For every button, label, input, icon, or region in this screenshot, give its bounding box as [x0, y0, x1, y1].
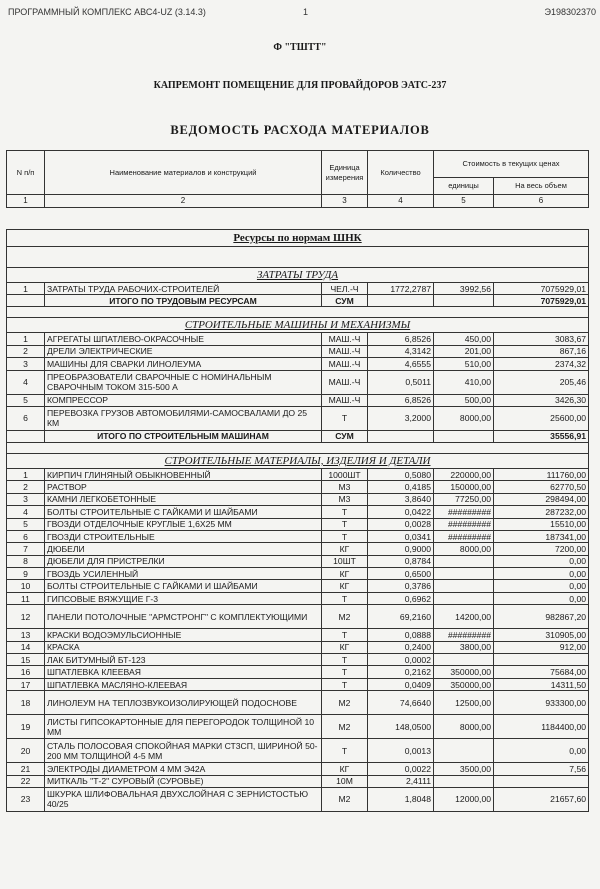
total-cost-cell: 2374,32 — [494, 358, 589, 370]
table-row — [7, 555, 589, 567]
total-cost-cell: 0,00 — [494, 592, 589, 604]
col-index: 2 — [45, 195, 322, 208]
quantity-cell: 69,2160 — [368, 605, 434, 629]
quantity-cell: 0,6500 — [368, 568, 434, 580]
section-total-row — [7, 295, 589, 307]
unit-cell: Т — [322, 406, 368, 430]
material-name: ДРЕЛИ ЭЛЕКТРИЧЕСКИЕ — [45, 345, 322, 357]
table-row — [7, 739, 589, 763]
spacer-row — [7, 247, 589, 258]
material-name: ГИПСОВЫЕ ВЯЖУЩИЕ Г-3 — [45, 592, 322, 604]
row-number: 21 — [7, 763, 45, 775]
spacer — [7, 257, 589, 268]
page-number: 1 — [303, 7, 309, 17]
material-name: МИТКАЛЬ "Т-2" СУРОВЫЙ (СУРОВЬЕ) — [45, 775, 322, 787]
section-total-value: 7075929,01 — [494, 295, 589, 307]
unit-cell: Т — [322, 592, 368, 604]
quantity-cell: 0,0028 — [368, 518, 434, 530]
material-name: КРАСКИ ВОДОЭМУЛЬСИОННЫЕ — [45, 629, 322, 641]
table-row — [7, 605, 589, 629]
col-index: 1 — [7, 195, 45, 208]
table-row — [7, 468, 589, 480]
total-cost-cell: 14311,50 — [494, 678, 589, 690]
section-total-row — [7, 430, 589, 442]
unit-price-cell: 150000,00 — [434, 481, 494, 493]
row-number: 15 — [7, 654, 45, 666]
unit-price-cell: 8000,00 — [434, 543, 494, 555]
unit-price-cell: 3992,56 — [434, 283, 494, 295]
quantity-cell: 0,2162 — [368, 666, 434, 678]
row-number: 7 — [7, 543, 45, 555]
quantity-cell: 0,0422 — [368, 506, 434, 518]
col-unit-header: Единица измерения — [322, 151, 368, 195]
section-total-value: 35556,91 — [494, 430, 589, 442]
table-row — [7, 283, 589, 295]
unit-price-cell — [434, 775, 494, 787]
col-index: 5 — [434, 195, 494, 208]
unit-cell: М2 — [322, 715, 368, 739]
row-number: 1 — [7, 468, 45, 480]
quantity-cell: 6,8526 — [368, 333, 434, 345]
empty-cell — [7, 295, 45, 307]
col-cost-header: Стоимость в текущих ценах — [434, 151, 589, 178]
unit-cell: Т — [322, 678, 368, 690]
row-number: 1 — [7, 283, 45, 295]
material-name: ЗАТРАТЫ ТРУДА РАБОЧИХ-СТРОИТЕЛЕЙ — [45, 283, 322, 295]
material-name: АГРЕГАТЫ ШПАТЛЕВО-ОКРАСОЧНЫЕ — [45, 333, 322, 345]
unit-price-cell: 350000,00 — [434, 678, 494, 690]
row-number: 12 — [7, 605, 45, 629]
total-cost-cell: 0,00 — [494, 568, 589, 580]
material-name: КАМНИ ЛЕГКОБЕТОННЫЕ — [45, 493, 322, 505]
table-row — [7, 568, 589, 580]
unit-price-cell — [434, 592, 494, 604]
quantity-cell: 148,0500 — [368, 715, 434, 739]
col-name-header: Наименование материалов и конструкций — [45, 151, 322, 195]
total-cost-cell: 982867,20 — [494, 605, 589, 629]
material-name: ШПАТЛЕВКА МАСЛЯНО-КЛЕЕВАЯ — [45, 678, 322, 690]
material-name: БОЛТЫ СТРОИТЕЛЬНЫЕ С ГАЙКАМИ И ШАЙБАМИ — [45, 506, 322, 518]
section-total-label: ИТОГО ПО ТРУДОВЫМ РЕСУРСАМ — [45, 295, 322, 307]
quantity-cell: 3,8640 — [368, 493, 434, 505]
total-cost-cell: 187341,00 — [494, 530, 589, 542]
unit-price-cell: 12500,00 — [434, 691, 494, 715]
quantity-cell: 1,8048 — [368, 787, 434, 811]
quantity-cell: 0,0022 — [368, 763, 434, 775]
unit-cell: 10ШТ — [322, 555, 368, 567]
material-name: ЭЛЕКТРОДЫ ДИАМЕТРОМ 4 ММ Э42А — [45, 763, 322, 775]
total-cost-cell: 3083,67 — [494, 333, 589, 345]
quantity-cell: 1772,2787 — [368, 283, 434, 295]
unit-price-cell: 510,00 — [434, 358, 494, 370]
table-row — [7, 518, 589, 530]
material-name: СТАЛЬ ПОЛОСОВАЯ СПОКОЙНАЯ МАРКИ СТ3СП, ШИРИНОЙ 50-200 ММ ТОЛЩИНОЙ 4-5 ММ — [45, 739, 322, 763]
total-cost-cell: 205,46 — [494, 370, 589, 394]
unit-price-cell — [434, 739, 494, 763]
spacer-row — [7, 307, 589, 318]
col-qty-header: Количество — [368, 151, 434, 195]
table-row — [7, 787, 589, 811]
total-cost-cell: 0,00 — [494, 555, 589, 567]
material-name: ПЕРЕВОЗКА ГРУЗОВ АВТОМОБИЛЯМИ-САМОСВАЛАМИ ДО 25 КМ — [45, 406, 322, 430]
quantity-cell: 4,3142 — [368, 345, 434, 357]
unit-price-cell: 500,00 — [434, 394, 494, 406]
table-row — [7, 358, 589, 370]
quantity-cell: 0,0341 — [368, 530, 434, 542]
table-row — [7, 678, 589, 690]
unit-price-cell: 220000,00 — [434, 468, 494, 480]
spacer — [7, 307, 589, 318]
material-name: РАСТВОР — [45, 481, 322, 493]
total-cost-cell: 111760,00 — [494, 468, 589, 480]
document-code: Э198302370 — [544, 7, 596, 17]
unit-price-cell: 201,00 — [434, 345, 494, 357]
unit-price-cell: 8000,00 — [434, 715, 494, 739]
resources-title: Ресурсы по нормам ШНК — [7, 230, 589, 247]
total-cost-cell: 15510,00 — [494, 518, 589, 530]
material-name: ЛИНОЛЕУМ НА ТЕПЛОЗВУКОИЗОЛИРУЮЩЕЙ ПОДОСНОВЕ — [45, 691, 322, 715]
unit-cell: МАШ.-Ч — [322, 394, 368, 406]
unit-cell: КГ — [322, 543, 368, 555]
quantity-cell: 0,6962 — [368, 592, 434, 604]
row-number: 3 — [7, 493, 45, 505]
material-name: ПРЕОБРАЗОВАТЕЛИ СВАРОЧНЫЕ С НОМИНАЛЬНЫМ СВАРОЧНЫМ ТОКОМ 315-500 А — [45, 370, 322, 394]
quantity-cell: 0,4185 — [368, 481, 434, 493]
total-cost-cell: 21657,60 — [494, 787, 589, 811]
row-number: 9 — [7, 568, 45, 580]
unit-cell: 1000ШТ — [322, 468, 368, 480]
document-title: ВЕДОМОСТЬ РАСХОДА МАТЕРИАЛОВ — [170, 123, 430, 137]
row-number: 20 — [7, 739, 45, 763]
row-number: 11 — [7, 592, 45, 604]
quantity-cell: 0,0888 — [368, 629, 434, 641]
quantity-cell: 0,8784 — [368, 555, 434, 567]
unit-cell: КГ — [322, 568, 368, 580]
table-row — [7, 370, 589, 394]
unit-cell: ЧЕЛ.-Ч — [322, 283, 368, 295]
table-row — [7, 641, 589, 653]
quantity-cell: 0,0409 — [368, 678, 434, 690]
row-number: 10 — [7, 580, 45, 592]
unit-cell: Т — [322, 506, 368, 518]
row-number: 18 — [7, 691, 45, 715]
col-index: 4 — [368, 195, 434, 208]
material-name: МАШИНЫ ДЛЯ СВАРКИ ЛИНОЛЕУМА — [45, 358, 322, 370]
material-name: ДЮБЕЛИ ДЛЯ ПРИСТРЕЛКИ — [45, 555, 322, 567]
unit-cell: Т — [322, 666, 368, 678]
material-name: ЛИСТЫ ГИПСОКАРТОННЫЕ ДЛЯ ПЕРЕГОРОДОК ТОЛЩИНОЙ 10 ММ — [45, 715, 322, 739]
section-title-row — [7, 453, 589, 468]
material-name: БОЛТЫ СТРОИТЕЛЬНЫЕ С ГАЙКАМИ И ШАЙБАМИ — [45, 580, 322, 592]
section-total-unit: СУМ — [322, 295, 368, 307]
empty-cell — [7, 430, 45, 442]
table-row — [7, 629, 589, 641]
total-cost-cell: 287232,00 — [494, 506, 589, 518]
quantity-cell: 3,2000 — [368, 406, 434, 430]
unit-price-cell: 450,00 — [434, 333, 494, 345]
col-num-header: N п/п — [7, 151, 45, 195]
table-row — [7, 763, 589, 775]
unit-cell: Т — [322, 654, 368, 666]
quantity-cell: 0,5011 — [368, 370, 434, 394]
table-row — [7, 666, 589, 678]
unit-price-cell: 350000,00 — [434, 666, 494, 678]
total-cost-cell: 25600,00 — [494, 406, 589, 430]
table-row — [7, 543, 589, 555]
materials-table — [6, 229, 589, 812]
column-header-table — [6, 150, 589, 208]
quantity-cell: 0,9000 — [368, 543, 434, 555]
material-name: КРАСКА — [45, 641, 322, 653]
unit-price-cell: ######### — [434, 530, 494, 542]
quantity-cell: 0,5080 — [368, 468, 434, 480]
row-number: 13 — [7, 629, 45, 641]
row-number: 5 — [7, 394, 45, 406]
table-row — [7, 580, 589, 592]
row-number: 4 — [7, 370, 45, 394]
quantity-cell: 2,4111 — [368, 775, 434, 787]
material-name: ШКУРКА ШЛИФОВАЛЬНАЯ ДВУХСЛОЙНАЯ С ЗЕРНИСТОСТЬЮ 40/25 — [45, 787, 322, 811]
total-cost-cell: 62770,50 — [494, 481, 589, 493]
unit-price-cell: 12000,00 — [434, 787, 494, 811]
unit-price-cell: ######### — [434, 506, 494, 518]
row-number: 1 — [7, 333, 45, 345]
quantity-cell: 0,0002 — [368, 654, 434, 666]
unit-cell: Т — [322, 518, 368, 530]
section-title: СТРОИТЕЛЬНЫЕ МАТЕРИАЛЫ, ИЗДЕЛИЯ И ДЕТАЛИ — [7, 453, 589, 468]
row-number: 4 — [7, 506, 45, 518]
quantity-cell: 0,3786 — [368, 580, 434, 592]
unit-cell: КГ — [322, 580, 368, 592]
unit-price-cell — [434, 568, 494, 580]
unit-cell: МАШ.-Ч — [322, 358, 368, 370]
material-name: ГВОЗДЬ УСИЛЕННЫЙ — [45, 568, 322, 580]
total-cost-cell: 298494,00 — [494, 493, 589, 505]
table-row — [7, 345, 589, 357]
material-name: ЛАК БИТУМНЫЙ БТ-123 — [45, 654, 322, 666]
col-cost-total-header: На весь объем — [494, 178, 589, 195]
row-number: 3 — [7, 358, 45, 370]
total-cost-cell: 912,00 — [494, 641, 589, 653]
section-total-label: ИТОГО ПО СТРОИТЕЛЬНЫМ МАШИНАМ — [45, 430, 322, 442]
total-cost-cell: 0,00 — [494, 739, 589, 763]
material-name: ГВОЗДИ ОТДЕЛОЧНЫЕ КРУГЛЫЕ 1,6Х25 ММ — [45, 518, 322, 530]
table-row — [7, 592, 589, 604]
unit-price-cell — [434, 654, 494, 666]
row-number: 2 — [7, 481, 45, 493]
spacer — [7, 442, 589, 453]
spacer-row — [7, 257, 589, 268]
unit-cell: КГ — [322, 763, 368, 775]
section-total-unit: СУМ — [322, 430, 368, 442]
total-cost-cell: 867,16 — [494, 345, 589, 357]
resources-title-row — [7, 230, 589, 247]
table-row — [7, 691, 589, 715]
unit-price-cell — [434, 580, 494, 592]
total-cost-cell: 7,56 — [494, 763, 589, 775]
table-row — [7, 406, 589, 430]
col-cost-unit-header: единицы — [434, 178, 494, 195]
spacer — [7, 247, 589, 258]
unit-cell: Т — [322, 530, 368, 542]
work-title: КАПРЕМОНТ ПОМЕЩЕНИЕ ДЛЯ ПРОВАЙДОРОВ ЭАТС-237 — [153, 80, 447, 91]
table-row — [7, 654, 589, 666]
quantity-cell: 74,6640 — [368, 691, 434, 715]
col-index: 3 — [322, 195, 368, 208]
unit-cell: Т — [322, 629, 368, 641]
unit-cell: М2 — [322, 605, 368, 629]
total-cost-cell: 7075929,01 — [494, 283, 589, 295]
unit-price-cell: 77250,00 — [434, 493, 494, 505]
material-name: ГВОЗДИ СТРОИТЕЛЬНЫЕ — [45, 530, 322, 542]
table-row — [7, 493, 589, 505]
unit-cell: Т — [322, 739, 368, 763]
total-cost-cell: 75684,00 — [494, 666, 589, 678]
total-cost-cell: 1184400,00 — [494, 715, 589, 739]
row-number: 23 — [7, 787, 45, 811]
row-number: 19 — [7, 715, 45, 739]
unit-price-cell: 14200,00 — [434, 605, 494, 629]
table-row — [7, 333, 589, 345]
total-cost-cell — [494, 775, 589, 787]
material-name: ШПАТЛЕВКА КЛЕЕВАЯ — [45, 666, 322, 678]
unit-cell: МАШ.-Ч — [322, 333, 368, 345]
section-title: ЗАТРАТЫ ТРУДА — [7, 268, 589, 283]
unit-price-cell: ######### — [434, 629, 494, 641]
empty-cell — [368, 430, 434, 442]
row-number: 5 — [7, 518, 45, 530]
row-number: 2 — [7, 345, 45, 357]
material-name: КИРПИЧ ГЛИНЯНЫЙ ОБЫКНОВЕННЫЙ — [45, 468, 322, 480]
unit-cell: М2 — [322, 787, 368, 811]
table-row — [7, 481, 589, 493]
total-cost-cell — [494, 654, 589, 666]
material-name: КОМПРЕССОР — [45, 394, 322, 406]
unit-cell: 10М — [322, 775, 368, 787]
col-index: 6 — [494, 195, 589, 208]
unit-price-cell — [434, 555, 494, 567]
spacer-row — [7, 442, 589, 453]
unit-price-cell: ######### — [434, 518, 494, 530]
program-name: ПРОГРАММНЫЙ КОМПЛЕКС АВС4-UZ (3.14.3) — [8, 7, 206, 17]
material-name: ПАНЕЛИ ПОТОЛОЧНЫЕ "АРМСТРОНГ" С КОМПЛЕКТУЮЩИМИ — [45, 605, 322, 629]
total-cost-cell: 310905,00 — [494, 629, 589, 641]
section-title-row — [7, 318, 589, 333]
quantity-cell: 4,6555 — [368, 358, 434, 370]
total-cost-cell: 0,00 — [494, 580, 589, 592]
organization-name: Ф "ТШТТ" — [273, 42, 327, 53]
unit-cell: МАШ.-Ч — [322, 370, 368, 394]
row-number: 8 — [7, 555, 45, 567]
material-name: ДЮБЕЛИ — [45, 543, 322, 555]
row-number: 22 — [7, 775, 45, 787]
table-row — [7, 506, 589, 518]
table-row — [7, 775, 589, 787]
total-cost-cell: 933300,00 — [494, 691, 589, 715]
table-row — [7, 394, 589, 406]
unit-price-cell: 3800,00 — [434, 641, 494, 653]
table-row — [7, 530, 589, 542]
section-title-row — [7, 268, 589, 283]
row-number: 16 — [7, 666, 45, 678]
unit-cell: М3 — [322, 481, 368, 493]
row-number: 17 — [7, 678, 45, 690]
empty-cell — [434, 295, 494, 307]
unit-price-cell: 3500,00 — [434, 763, 494, 775]
total-cost-cell: 7200,00 — [494, 543, 589, 555]
unit-cell: МАШ.-Ч — [322, 345, 368, 357]
quantity-cell: 6,8526 — [368, 394, 434, 406]
unit-cell: М3 — [322, 493, 368, 505]
row-number: 6 — [7, 530, 45, 542]
total-cost-cell: 3426,30 — [494, 394, 589, 406]
unit-cell: М2 — [322, 691, 368, 715]
unit-price-cell: 8000,00 — [434, 406, 494, 430]
quantity-cell: 0,2400 — [368, 641, 434, 653]
empty-cell — [434, 430, 494, 442]
unit-cell: КГ — [322, 641, 368, 653]
empty-cell — [368, 295, 434, 307]
row-number: 6 — [7, 406, 45, 430]
table-row — [7, 715, 589, 739]
section-title: СТРОИТЕЛЬНЫЕ МАШИНЫ И МЕХАНИЗМЫ — [7, 318, 589, 333]
quantity-cell: 0,0013 — [368, 739, 434, 763]
unit-price-cell: 410,00 — [434, 370, 494, 394]
row-number: 14 — [7, 641, 45, 653]
